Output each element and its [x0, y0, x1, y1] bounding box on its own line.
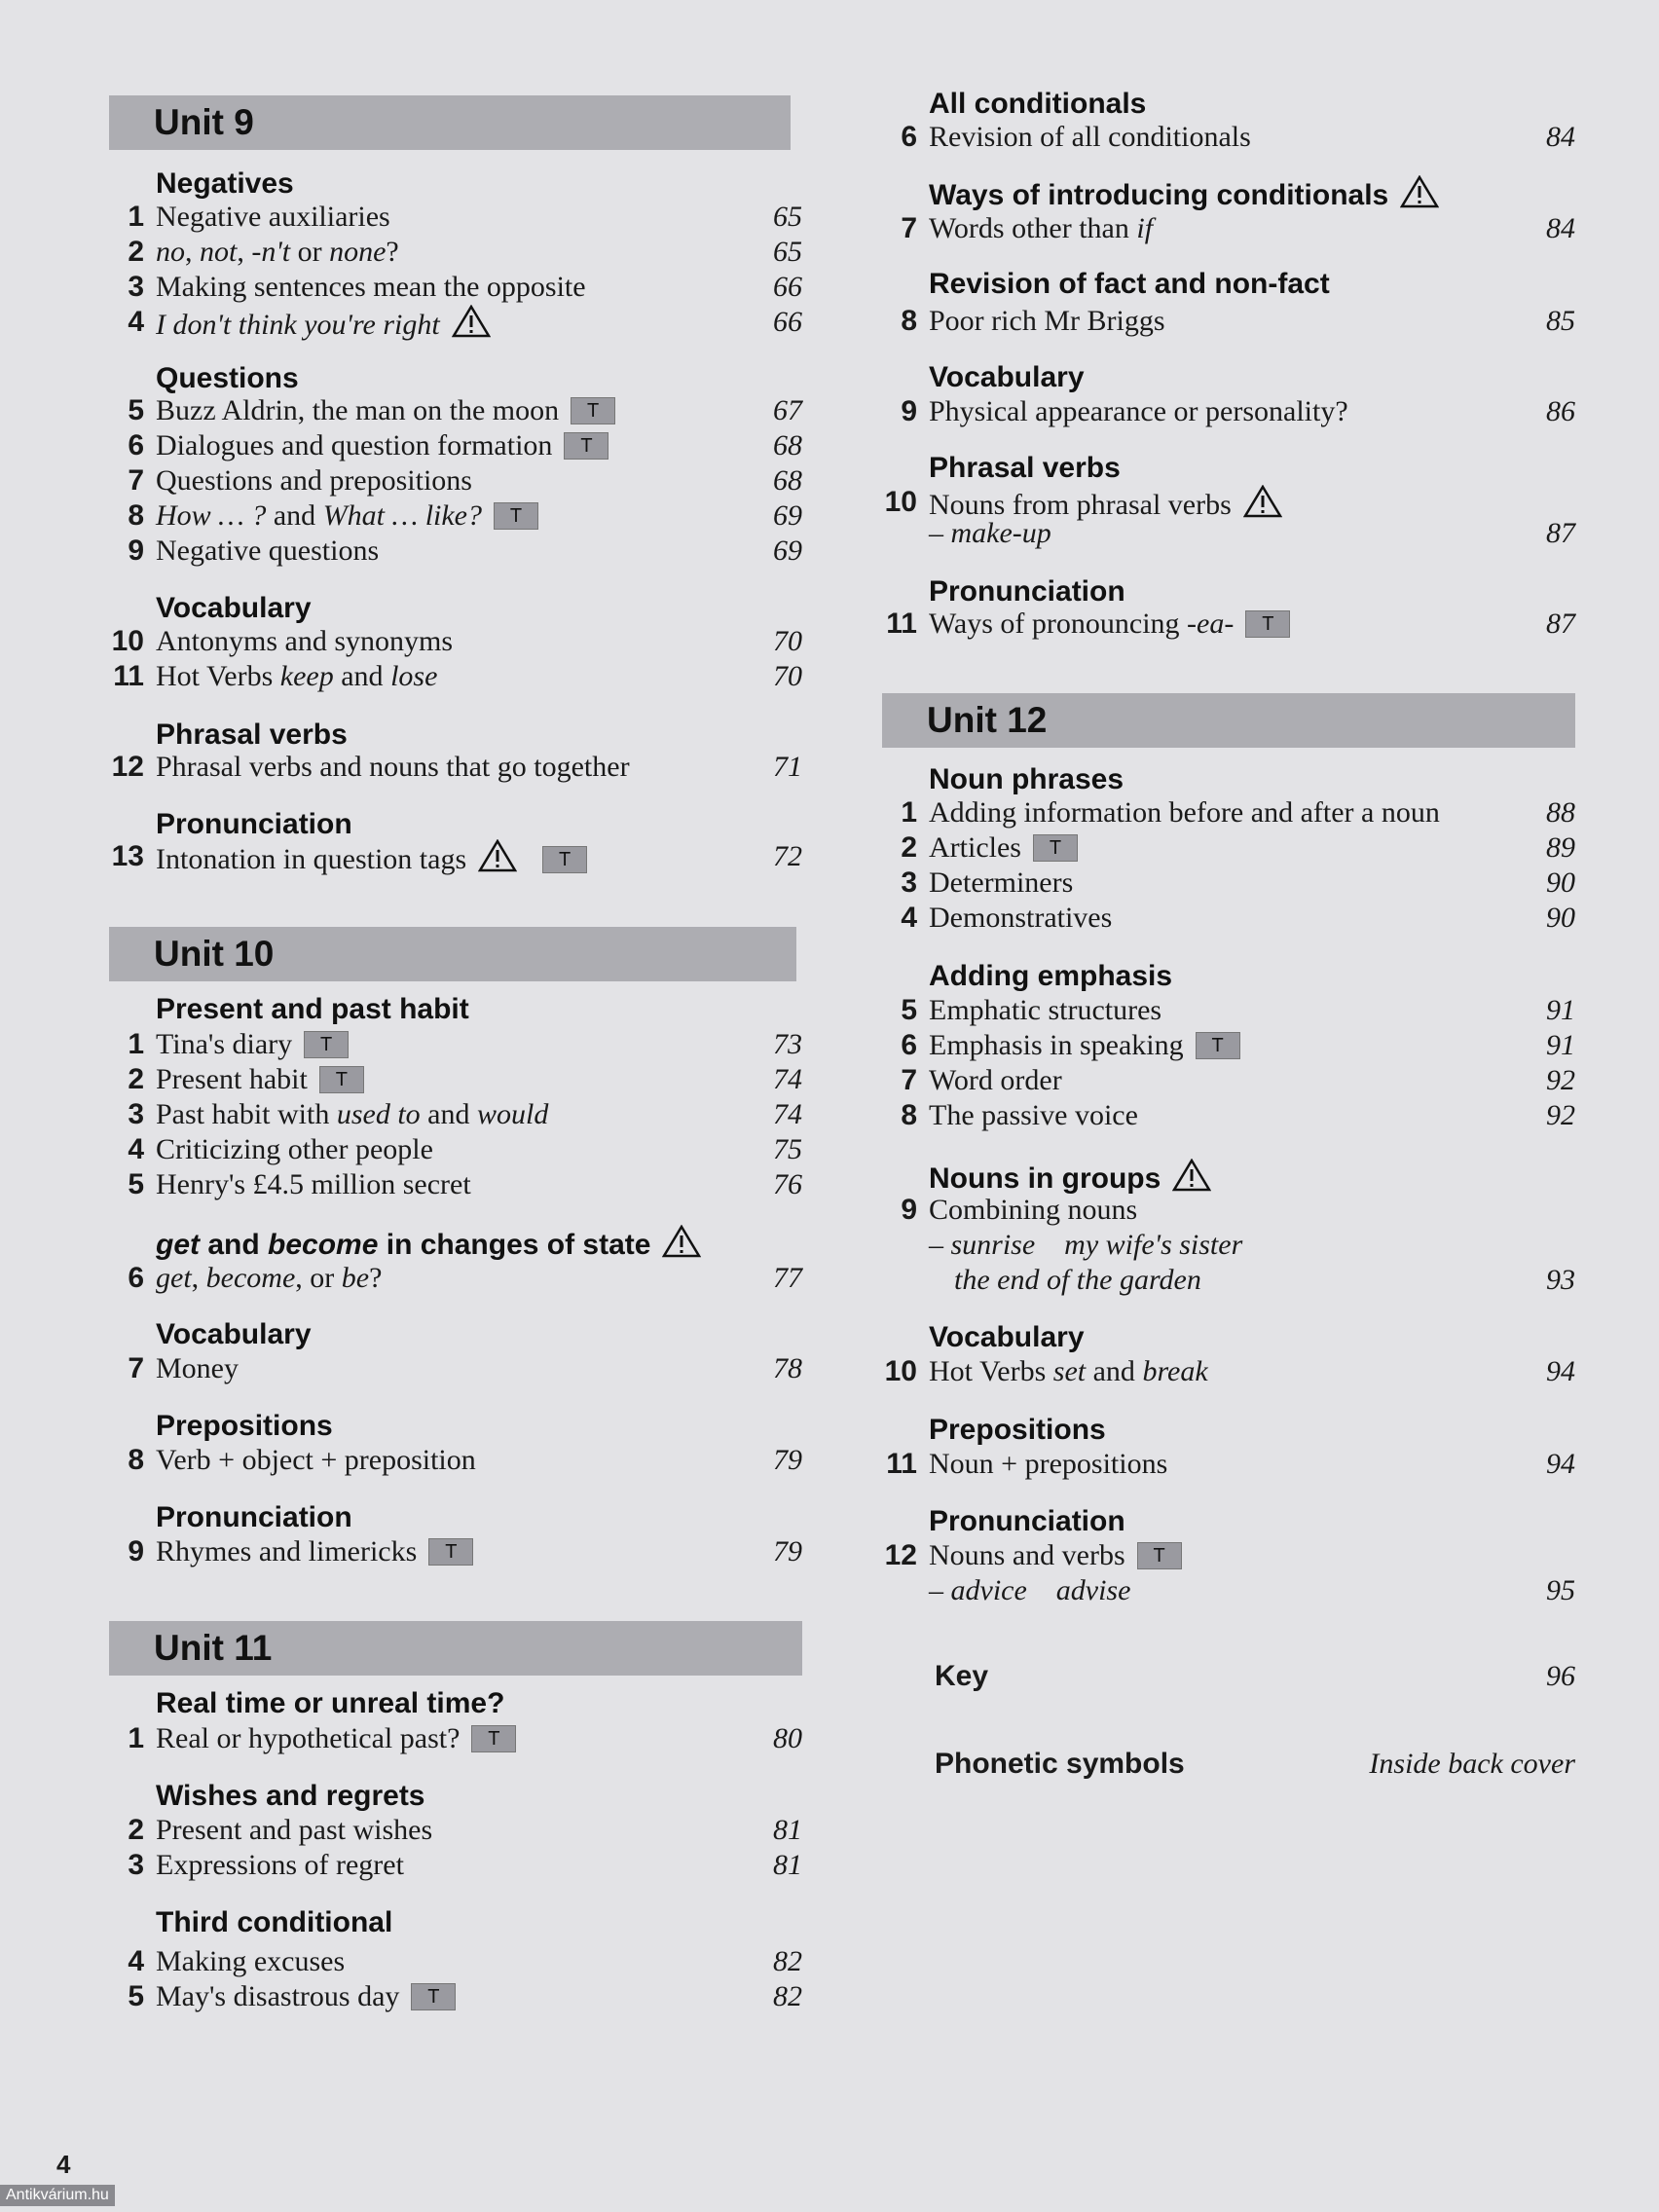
- toc-entry-continued: the end of the garden 93: [954, 1264, 1575, 1296]
- toc-entry[interactable]: 13 Intonation in question tags T 72: [111, 840, 802, 875]
- toc-entry[interactable]: 4 I don't think you're right 66: [128, 306, 802, 341]
- section-heading-noun-phrases: Noun phrases: [929, 763, 1124, 795]
- toc-entry[interactable]: 6 get, become, or be? 77: [128, 1262, 802, 1294]
- section-heading-negatives: Negatives: [156, 167, 294, 200]
- unit-11-header: Unit 11: [109, 1621, 802, 1676]
- unit-10-header: Unit 10: [109, 927, 796, 981]
- section-heading-pronunciation: Pronunciation: [156, 1501, 352, 1533]
- toc-entry[interactable]: 9 Negative questions 69: [128, 535, 802, 567]
- toc-entry[interactable]: 9 Rhymes and limericks T 79: [128, 1535, 802, 1567]
- tapescript-icon: T: [471, 1725, 516, 1752]
- section-heading-get-and-become: get and become in changes of state: [156, 1225, 701, 1262]
- section-heading-vocabulary: Vocabulary: [156, 592, 312, 624]
- toc-entry[interactable]: 5 Buzz Aldrin, the man on the moon T 67: [128, 394, 802, 426]
- unit-9-header: Unit 9: [109, 95, 791, 150]
- warning-icon: [662, 1225, 701, 1258]
- tapescript-icon: T: [542, 846, 587, 873]
- tapescript-icon: T: [319, 1066, 364, 1093]
- section-heading-vocabulary: Vocabulary: [156, 1318, 312, 1350]
- section-heading-revision-of-fact: Revision of fact and non-fact: [929, 268, 1330, 300]
- section-heading-ways-of-introducing-conditionals: Ways of introducing conditionals: [929, 175, 1439, 212]
- toc-entry[interactable]: 2 no, not, -n't or none? 65: [128, 236, 802, 268]
- section-heading-vocabulary: Vocabulary: [929, 361, 1085, 393]
- toc-entry[interactable]: 4 Criticizing other people 75: [128, 1133, 802, 1165]
- section-heading-prepositions: Prepositions: [929, 1414, 1106, 1446]
- toc-entry[interactable]: 7 Words other than if 84: [901, 212, 1575, 244]
- warning-icon: [452, 305, 491, 338]
- toc-entry[interactable]: 4 Demonstratives 90: [901, 902, 1575, 934]
- warning-icon: [1243, 485, 1282, 518]
- toc-entry[interactable]: 6 Emphasis in speaking T 91: [901, 1029, 1575, 1061]
- toc-entry[interactable]: 2 Present and past wishes 81: [128, 1814, 802, 1846]
- toc-entry[interactable]: 3 Determiners 90: [901, 866, 1575, 899]
- section-heading-pronunciation: Pronunciation: [929, 1505, 1125, 1537]
- toc-entry[interactable]: 8 Poor rich Mr Briggs 85: [901, 305, 1575, 337]
- toc-entry[interactable]: 5 Henry's £4.5 million secret 76: [128, 1168, 802, 1200]
- section-heading-third-conditional: Third conditional: [156, 1906, 393, 1938]
- toc-entry[interactable]: 2 Present habit T 74: [128, 1063, 802, 1095]
- toc-entry-continued: – advice advise 95: [929, 1574, 1575, 1606]
- toc-entry[interactable]: 11 Noun + prepositions 94: [886, 1448, 1575, 1480]
- toc-entry-key[interactable]: Key 96: [935, 1660, 1575, 1692]
- toc-entry-continued: – sunrise my wife's sister: [929, 1229, 1243, 1261]
- section-heading-real-time: Real time or unreal time?: [156, 1687, 505, 1719]
- toc-entry[interactable]: 4 Making excuses 82: [128, 1945, 802, 1977]
- warning-icon: [1172, 1159, 1211, 1192]
- toc-entry[interactable]: 9 Combining nouns: [901, 1194, 1138, 1226]
- toc-entry[interactable]: 8 The passive voice 92: [901, 1099, 1575, 1131]
- toc-entry[interactable]: 1 Negative auxiliaries 65: [128, 201, 802, 233]
- toc-entry[interactable]: 10 Nouns from phrasal verbs: [882, 485, 1575, 520]
- toc-entry[interactable]: 11 Hot Verbs keep and lose 70: [113, 660, 802, 692]
- toc-entry[interactable]: 6 Dialogues and question formation T 68: [128, 429, 802, 461]
- section-heading-present-and-past-habit: Present and past habit: [156, 993, 469, 1025]
- toc-entry[interactable]: 1 Tina's diary T 73: [128, 1028, 802, 1060]
- section-heading-phrasal-verbs: Phrasal verbs: [929, 452, 1121, 484]
- tapescript-icon: T: [304, 1031, 349, 1058]
- toc-entry[interactable]: 11 Ways of pronouncing -ea- T 87: [886, 608, 1575, 640]
- toc-entry-continued: – make-up 87: [929, 517, 1575, 549]
- warning-icon: [478, 839, 517, 872]
- tapescript-icon: T: [1196, 1032, 1240, 1059]
- watermark: Antikvárium.hu: [0, 2185, 115, 2206]
- toc-entry[interactable]: 7 Money 78: [128, 1352, 802, 1384]
- toc-entry[interactable]: 3 Making sentences mean the opposite 66: [128, 271, 802, 303]
- tapescript-icon: T: [1245, 610, 1290, 638]
- toc-entry-phonetic-symbols[interactable]: Phonetic symbols Inside back cover: [935, 1748, 1575, 1780]
- section-heading-questions: Questions: [156, 362, 299, 394]
- section-heading-nouns-in-groups: Nouns in groups: [929, 1159, 1211, 1196]
- toc-entry[interactable]: 3 Past habit with used to and would 74: [128, 1098, 802, 1130]
- toc-entry[interactable]: 7 Questions and prepositions 68: [128, 464, 802, 497]
- toc-entry[interactable]: 5 Emphatic structures 91: [901, 994, 1575, 1026]
- section-heading-phrasal-verbs: Phrasal verbs: [156, 719, 348, 751]
- toc-entry[interactable]: 12 Phrasal verbs and nouns that go together 71: [111, 751, 802, 783]
- page-number: 4: [56, 2150, 71, 2179]
- toc-entry[interactable]: 1 Adding information before and after a noun 88: [901, 796, 1575, 829]
- section-heading-pronunciation: Pronunciation: [156, 808, 352, 840]
- tapescript-icon: T: [411, 1983, 456, 2010]
- toc-entry[interactable]: 12 Nouns and verbs T: [882, 1538, 1575, 1573]
- tapescript-icon: T: [564, 432, 608, 460]
- toc-entry[interactable]: 7 Word order 92: [901, 1064, 1575, 1096]
- section-heading-pronunciation: Pronunciation: [929, 575, 1125, 608]
- toc-entry[interactable]: 9 Physical appearance or personality? 86: [901, 395, 1575, 427]
- toc-entry[interactable]: 8 Verb + object + preposition 79: [128, 1444, 802, 1476]
- section-heading-prepositions: Prepositions: [156, 1410, 333, 1442]
- toc-entry[interactable]: 10 Hot Verbs set and break 94: [884, 1355, 1575, 1387]
- tapescript-icon: T: [1033, 834, 1078, 862]
- toc-entry[interactable]: 10 Antonyms and synonyms 70: [111, 625, 802, 657]
- section-heading-adding-emphasis: Adding emphasis: [929, 960, 1173, 992]
- tapescript-icon: T: [494, 502, 538, 530]
- unit-12-header: Unit 12: [882, 693, 1575, 748]
- toc-entry[interactable]: 8 How … ? and What … like? T 69: [128, 499, 802, 532]
- toc-entry[interactable]: 5 May's disastrous day T 82: [128, 1980, 802, 2012]
- section-heading-vocabulary: Vocabulary: [929, 1321, 1085, 1353]
- warning-icon: [1400, 175, 1439, 208]
- toc-entry[interactable]: 1 Real or hypothetical past? T 80: [128, 1722, 802, 1754]
- tapescript-icon: T: [428, 1538, 473, 1566]
- tapescript-icon: T: [571, 397, 615, 424]
- toc-entry[interactable]: 2 Articles T 89: [901, 831, 1575, 864]
- toc-entry[interactable]: 6 Revision of all conditionals 84: [901, 121, 1575, 153]
- tapescript-icon: T: [1137, 1542, 1182, 1569]
- toc-entry[interactable]: 3 Expressions of regret 81: [128, 1849, 802, 1881]
- section-heading-all-conditionals: All conditionals: [929, 88, 1147, 120]
- section-heading-wishes-and-regrets: Wishes and regrets: [156, 1780, 425, 1812]
